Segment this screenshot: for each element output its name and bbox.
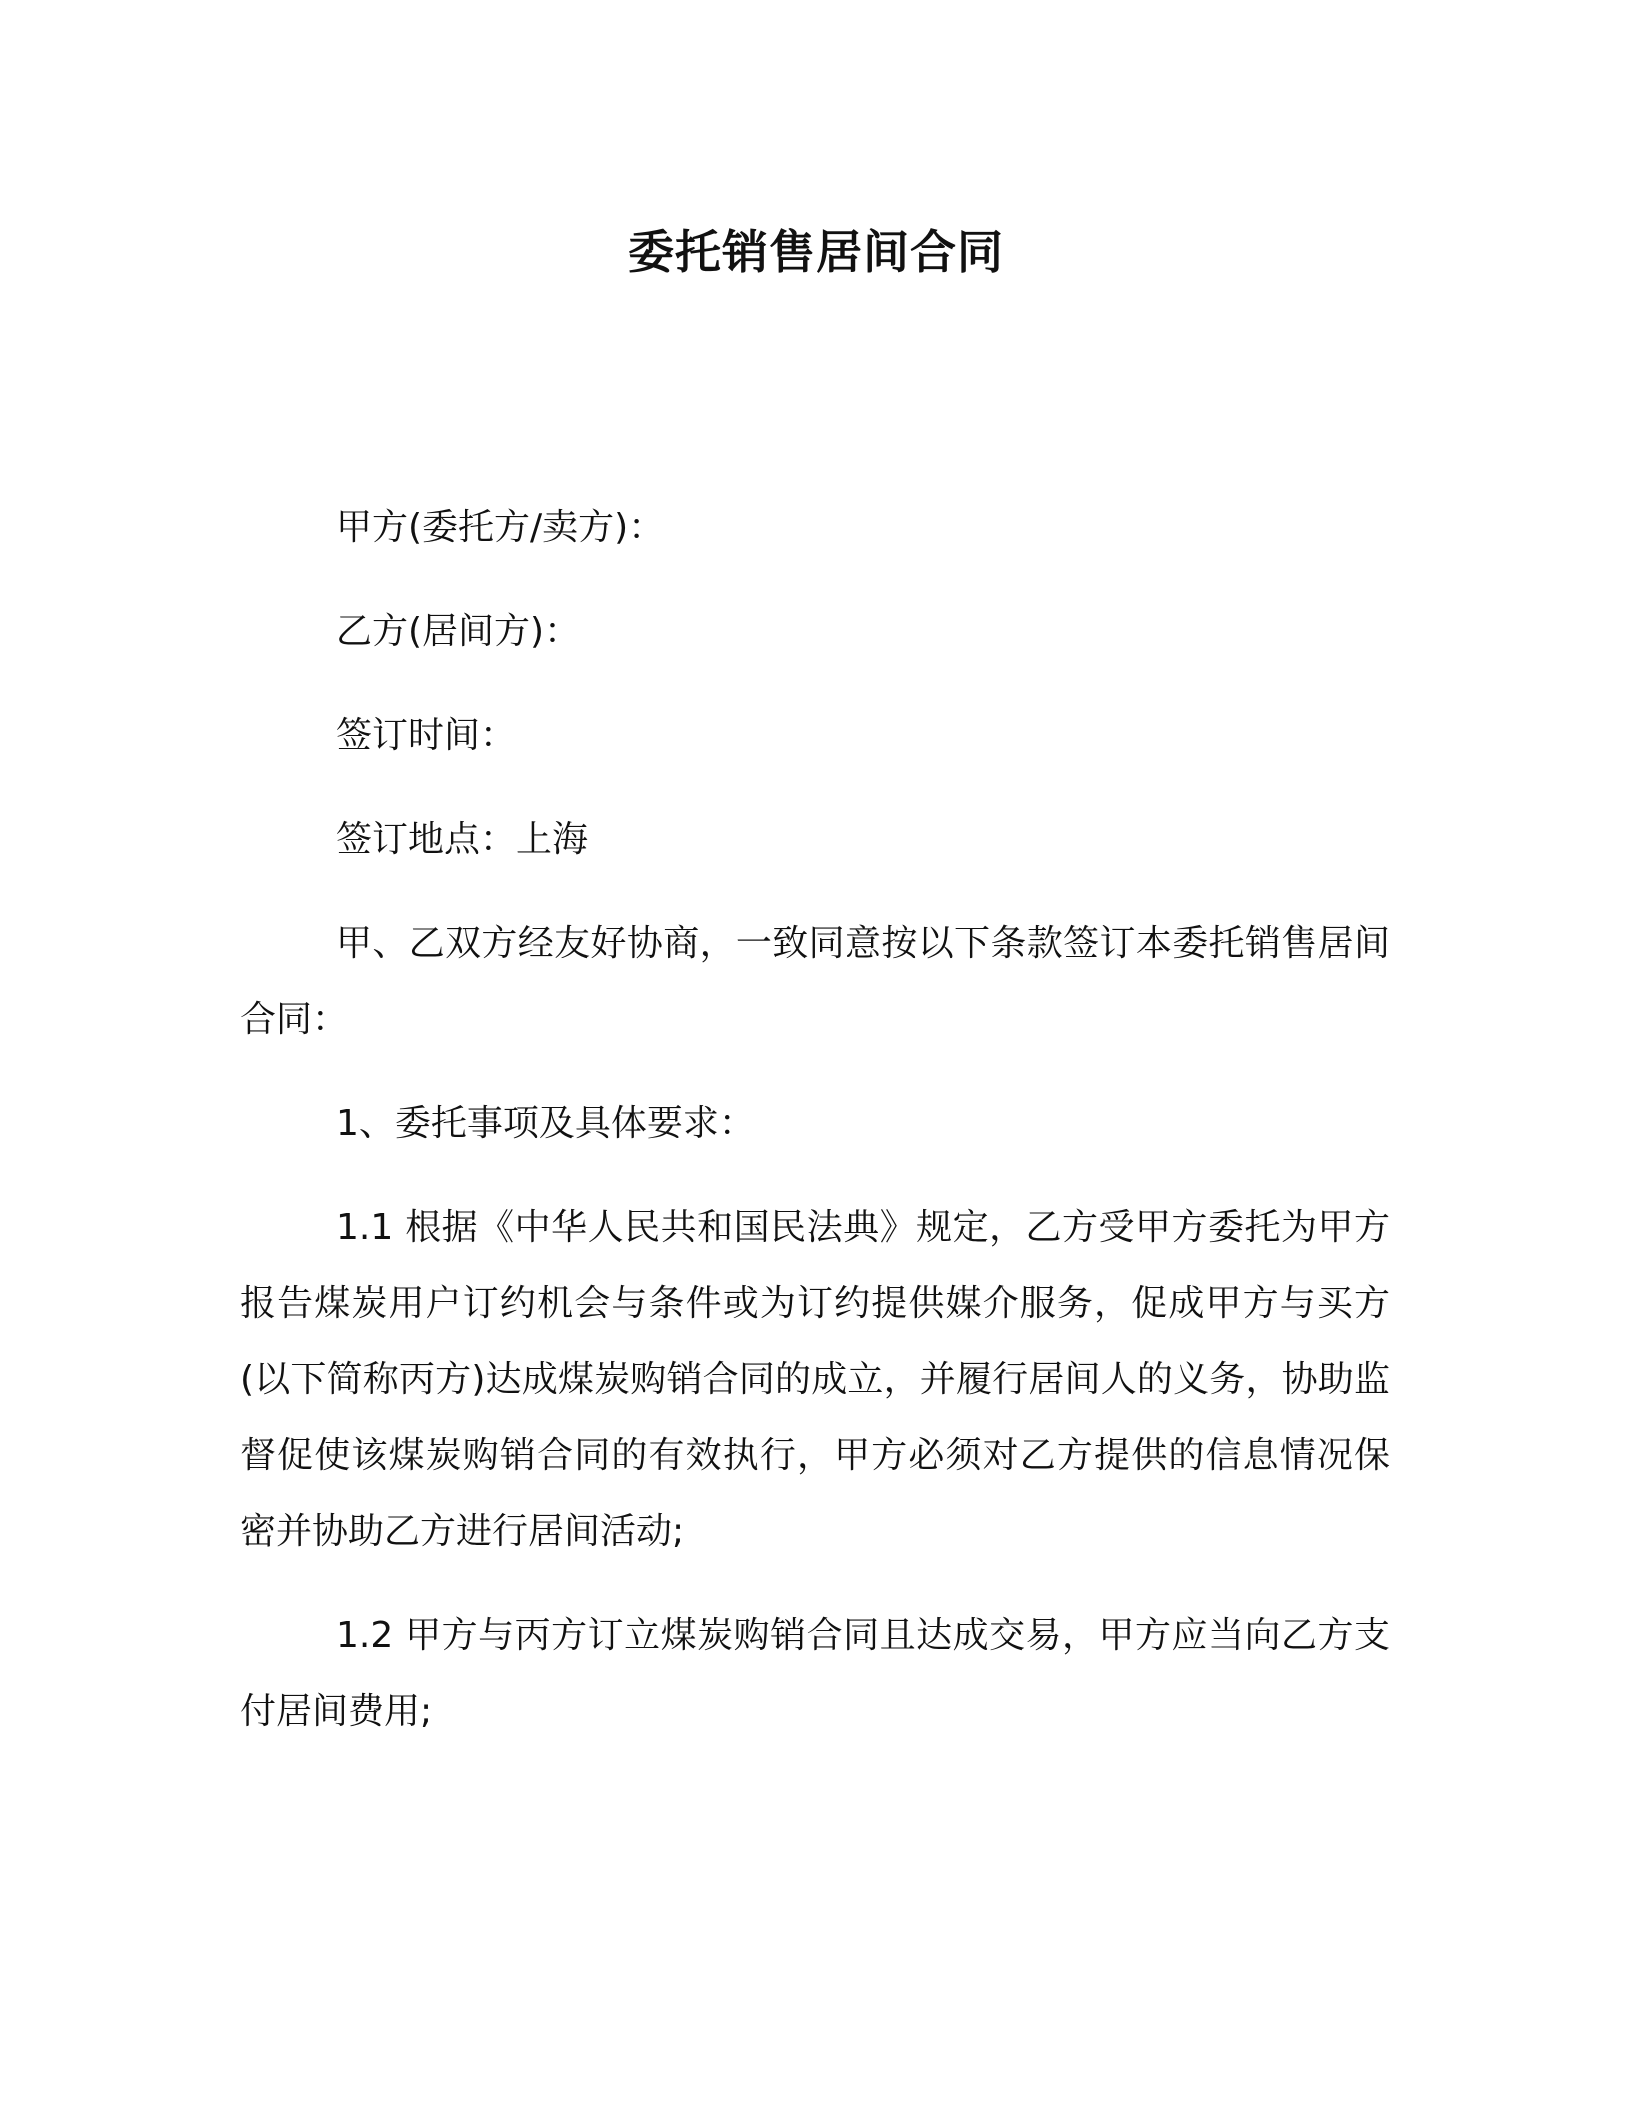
document-body: [240, 490, 1390, 1778]
clause-1-2: 1.2 甲方与丙方订立煤炭购销合同且达成交易，甲方应当向乙方支付居间费用;: [240, 1615, 1390, 1732]
document-title: 委托销售居间合同: [628, 225, 1004, 279]
sign-place-field: 签订地点：上海: [336, 819, 589, 860]
party-a-field: 甲方(委托方/卖方)：: [336, 507, 665, 548]
clause-1-1: 1.1 根据《中华人民共和国民法典》规定，乙方受甲方委托为甲方报告煤炭用户订约机会与条件或为订约提供媒介服务，促成甲方与买方 (以下简称丙方)达成煤炭购销合同的成立，并履行居间人的义务，协助监督促使该煤炭购销合同的有效执行，甲方必须对乙方提供的信息情况保密并协助乙方进行居间活动;: [240, 1207, 1390, 1552]
section-heading-1: 1、委托事项及具体要求：: [336, 1103, 755, 1144]
intro-paragraph: 甲、乙双方经友好协商，一致同意按以下条款签订本委托销售居间合同：: [240, 923, 1390, 1040]
sign-time-field: 签订时间：: [336, 715, 517, 756]
party-b-field: 乙方(居间方)：: [336, 611, 581, 652]
